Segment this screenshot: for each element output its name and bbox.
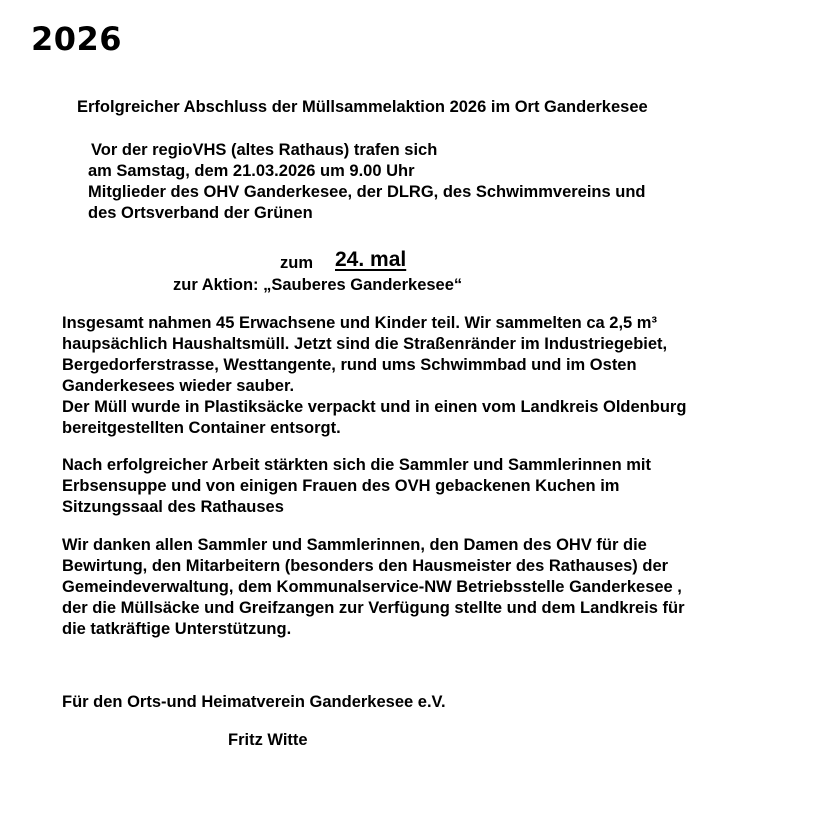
action-name: zur Aktion: „Sauberes Ganderkesee“ [173,276,463,294]
paragraph1-line-5: Der Müll wurde in Plastiksäcke verpackt und in einen vom Landkreis Oldenburg [62,398,687,416]
footer-organization: Für den Orts-und Heimatverein Ganderkesee e.V. [62,693,446,711]
paragraph3-line-5: die tatkräftige Unterstützung. [62,620,292,638]
paragraph2-line-3: Sitzungssaal des Rathauses [62,498,284,516]
paragraph3-line-2: Bewirtung, den Mitarbeitern (besonders den Hausmeister des Rathauses) der [62,557,669,575]
intro-line-1: Vor der regioVHS (altes Rathaus) trafen sich [91,141,438,159]
paragraph2-line-2: Erbsensuppe und von einigen Frauen des OVH gebackenen Kuchen im [62,477,620,495]
count-prefix: zum [280,254,313,272]
intro-line-2: am Samstag, dem 21.03.2026 um 9.00 Uhr [88,162,415,180]
paragraph1-line-4: Ganderkesees wieder sauber. [62,377,295,395]
footer-signature: Fritz Witte [228,731,308,749]
paragraph3-line-4: der die Müllsäcke und Greifzangen zur Verfügung stellte und dem Landkreis für [62,599,685,617]
paragraph1-line-2: haupsächlich Haushaltsmüll. Jetzt sind die Straßenränder im Industriegebiet, [62,335,668,353]
paragraph3-line-1: Wir danken allen Sammler und Sammlerinnen, den Damen des OHV für die [62,536,647,554]
intro-line-3: Mitglieder des OHV Ganderkesee, der DLRG, des Schwimmvereins und [88,183,646,201]
paragraph2-line-1: Nach erfolgreicher Arbeit stärkten sich die Sammler und Sammlerinnen mit [62,456,651,474]
paragraph1-line-6: bereitgestellten Container entsorgt. [62,419,341,437]
intro-line-4: des Ortsverband der Grünen [88,204,313,222]
year-heading: 2026 [31,20,123,58]
paragraph3-line-3: Gemeindeverwaltung, dem Kommunalservice-NW Betriebsstelle Ganderkesee , [62,578,682,596]
paragraph1-line-1: Insgesamt nahmen 45 Erwachsene und Kinder teil. Wir sammelten ca 2,5 m³ [62,314,657,332]
article-title: Erfolgreicher Abschluss der Müllsammelaktion 2026 im Ort Ganderkesee [77,98,648,116]
count-value: 24. mal [335,248,407,271]
paragraph1-line-3: Bergedorferstrasse, Westtangente, rund ums Schwimmbad und im Osten [62,356,637,374]
